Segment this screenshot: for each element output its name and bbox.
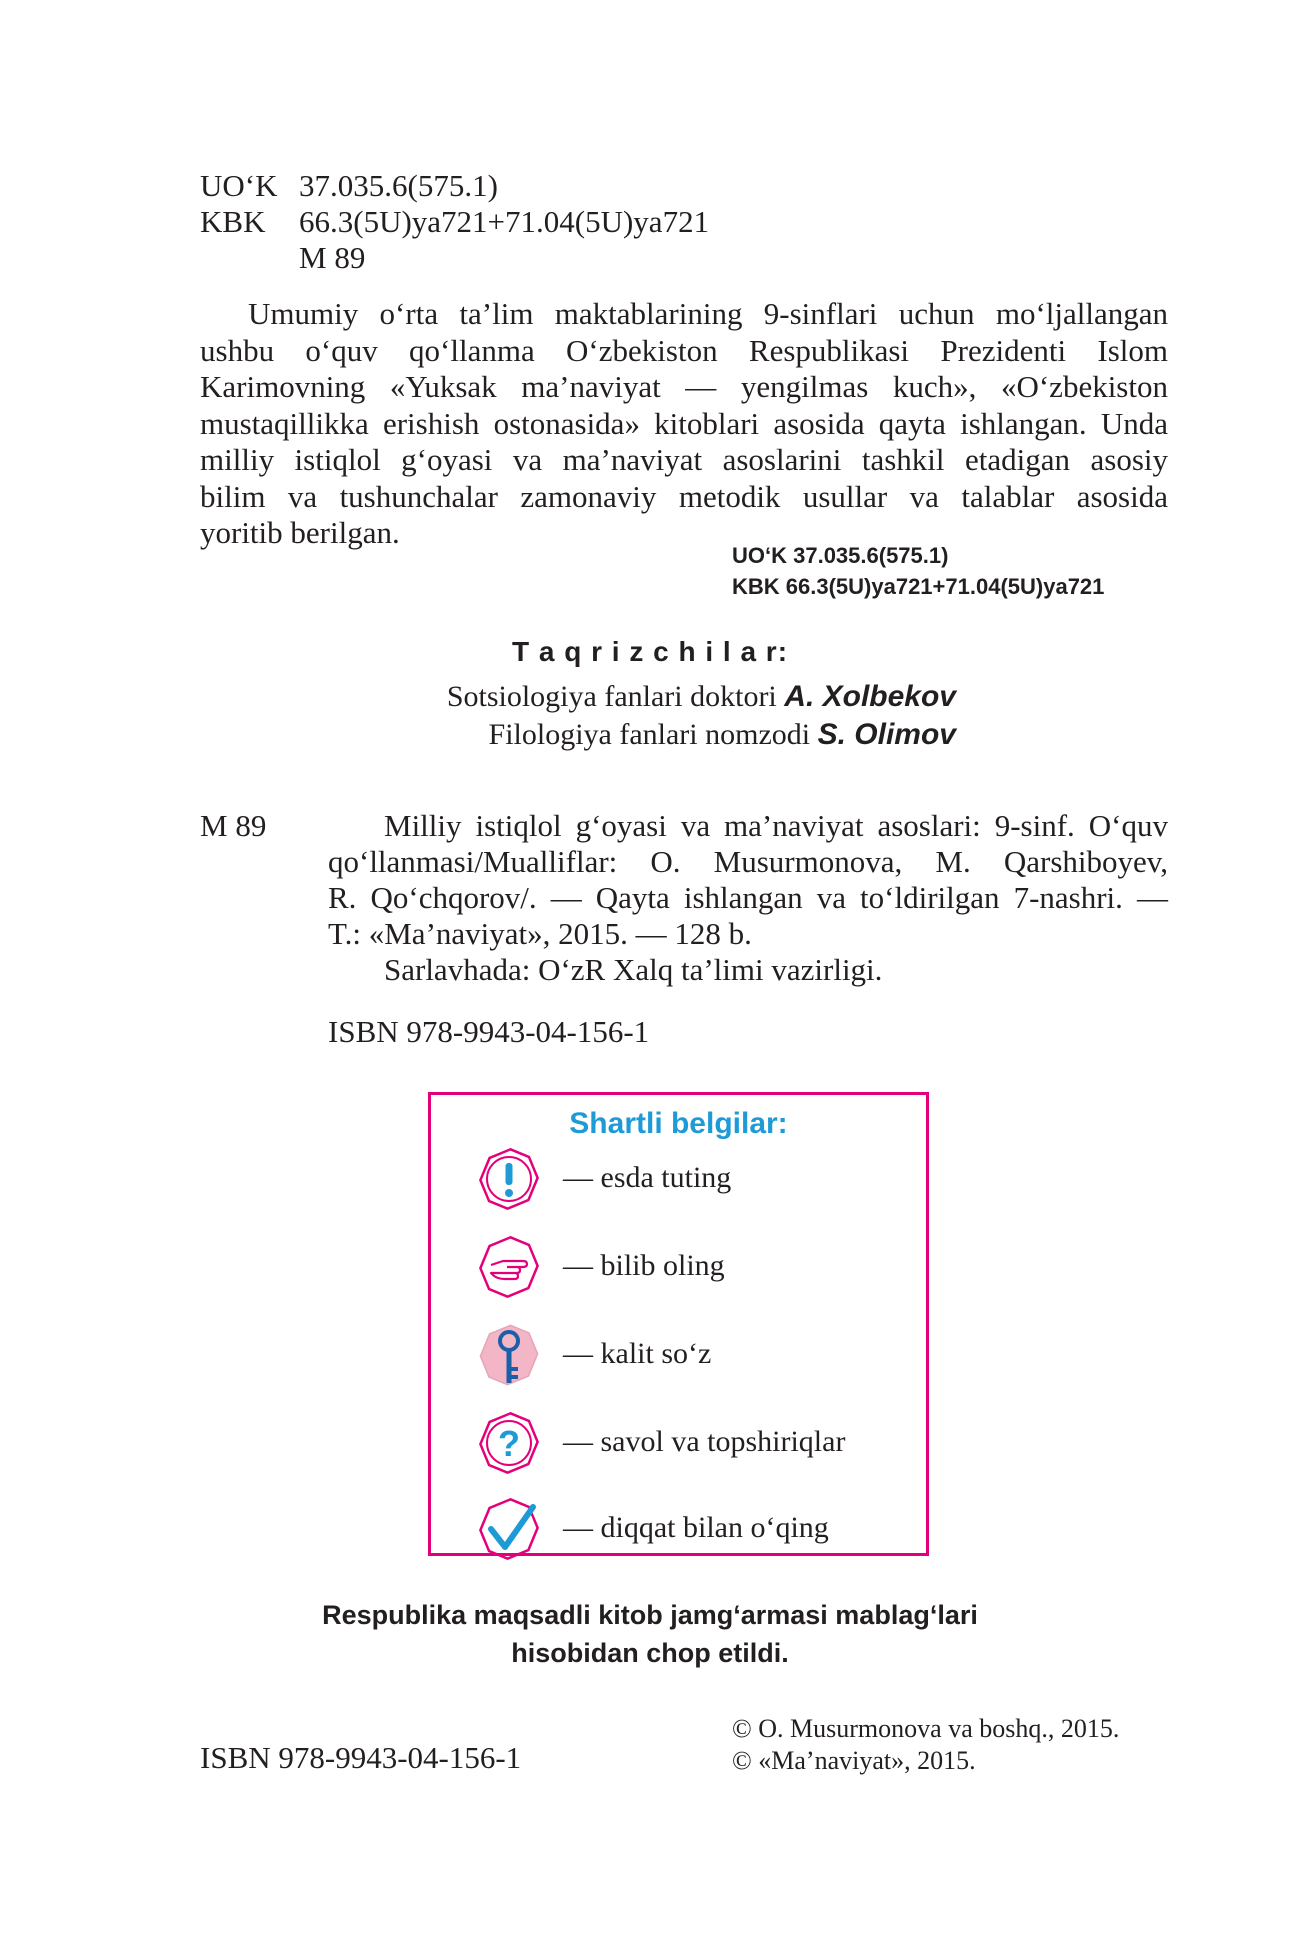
annotation-line: milliy istiqlol g‘oyasi va ma’naviyat asoslarini tashkil etadigan asosiy bbox=[200, 442, 1168, 477]
annotation-line: bilim va tushunchalar zamonaviy metodik usullar va talablar asosida bbox=[200, 478, 1168, 514]
annotation-line: yoritib berilgan. bbox=[200, 515, 400, 550]
kbk-label: KBK bbox=[200, 204, 266, 239]
reviewers-block bbox=[0, 632, 1300, 672]
legend-label: — savol va topshiriqlar bbox=[563, 1425, 846, 1458]
legend-item bbox=[477, 1323, 917, 1383]
legend-label: — kalit so‘z bbox=[563, 1337, 712, 1370]
reviewer-role: Sotsiologiya fanlari doktori bbox=[446, 680, 777, 713]
reviewer-item bbox=[330, 716, 956, 754]
reviewer-item bbox=[330, 678, 956, 716]
key-icon bbox=[477, 1323, 541, 1387]
copyright-line: © «Ma’naviyat», 2015. bbox=[732, 1746, 976, 1775]
reviewer-name: S. Olimov bbox=[817, 718, 956, 751]
catalog-line: Milliy istiqlol g‘oyasi va ma’naviyat asoslari: 9-sinf. O‘quv bbox=[384, 808, 1168, 843]
reviewer-role: Filologiya fanlari nomzodi bbox=[488, 718, 811, 751]
legend-box bbox=[428, 1092, 929, 1556]
bold-kbk: KBK 66.3(5U)ya721+71.04(5U)ya721 bbox=[732, 574, 1105, 599]
svg-text:?: ? bbox=[498, 1423, 520, 1464]
legend-label: — bilib oling bbox=[563, 1249, 725, 1282]
exclamation-icon bbox=[477, 1147, 541, 1211]
legend-item bbox=[477, 1147, 917, 1207]
footer-isbn: ISBN 978-9943-04-156-1 bbox=[200, 1740, 522, 1775]
catalog-entry bbox=[328, 808, 1168, 952]
catalog-line: T.: «Ma’naviyat», 2015. — 128 b. bbox=[328, 916, 752, 951]
author-mark: M 89 bbox=[299, 240, 366, 275]
reviewer-name: A. Xolbekov bbox=[784, 680, 956, 713]
uok-value: 37.035.6(575.1) bbox=[299, 168, 498, 203]
annotation-line: ushbu o‘quv qo‘llanma O‘zbekiston Respublikasi Prezidenti Islom bbox=[200, 332, 1168, 368]
annotation-line: Umumiy o‘rta ta’lim maktablarining 9-sinflari uchun mo‘ljallangan bbox=[248, 296, 1168, 331]
checkmark-icon bbox=[477, 1497, 541, 1561]
funding-note bbox=[0, 1596, 1300, 1672]
legend-label: — esda tuting bbox=[563, 1161, 732, 1194]
reviewers-heading: T a q r i z c h i l a r: bbox=[511, 636, 789, 667]
question-icon bbox=[477, 1411, 541, 1475]
uok-label: UO‘K bbox=[200, 168, 278, 203]
legend-title: Shartli belgilar: bbox=[569, 1107, 788, 1140]
pointing-hand-icon bbox=[477, 1235, 541, 1299]
bold-classification bbox=[732, 540, 1104, 602]
annotation-line: Karimovning «Yuksak ma’naviyat — yengilmas kuch», «O‘zbekiston bbox=[200, 369, 1168, 404]
annotation-paragraph bbox=[200, 296, 1168, 552]
legend-item bbox=[477, 1235, 917, 1295]
legend-item bbox=[477, 1411, 917, 1471]
copyright-block bbox=[732, 1713, 1119, 1777]
funding-line: Respublika maqsadli kitob jamg‘armasi mablag‘lari bbox=[322, 1600, 978, 1630]
reviewers-list bbox=[330, 678, 956, 754]
catalog-mark: M 89 bbox=[200, 808, 267, 843]
legend-item bbox=[477, 1497, 917, 1557]
kbk-value: 66.3(5U)ya721+71.04(5U)ya721 bbox=[299, 204, 710, 239]
catalog-isbn: ISBN 978-9943-04-156-1 bbox=[328, 1014, 650, 1049]
catalog-line: R. Qo‘chqorov/. — Qayta ishlangan va to‘ldirilgan 7-nashri. — bbox=[328, 880, 1168, 915]
copyright-line: © O. Musurmonova va boshq., 2015. bbox=[732, 1714, 1120, 1743]
bold-uok: UO‘K 37.035.6(575.1) bbox=[732, 543, 949, 568]
catalog-note: Sarlavhada: O‘zR Xalq ta’limi vazirligi. bbox=[384, 952, 883, 987]
funding-line: hisobidan chop etildi. bbox=[511, 1638, 789, 1668]
catalog-line: qo‘llanmasi/Mualliflar: O. Musurmonova, M. Qarshiboyev, bbox=[328, 844, 1168, 879]
annotation-line: mustaqillikka erishish ostonasida» kitoblari asosida qayta ishlangan. Unda bbox=[200, 405, 1168, 441]
legend-label: — diqqat bilan o‘qing bbox=[563, 1511, 829, 1544]
